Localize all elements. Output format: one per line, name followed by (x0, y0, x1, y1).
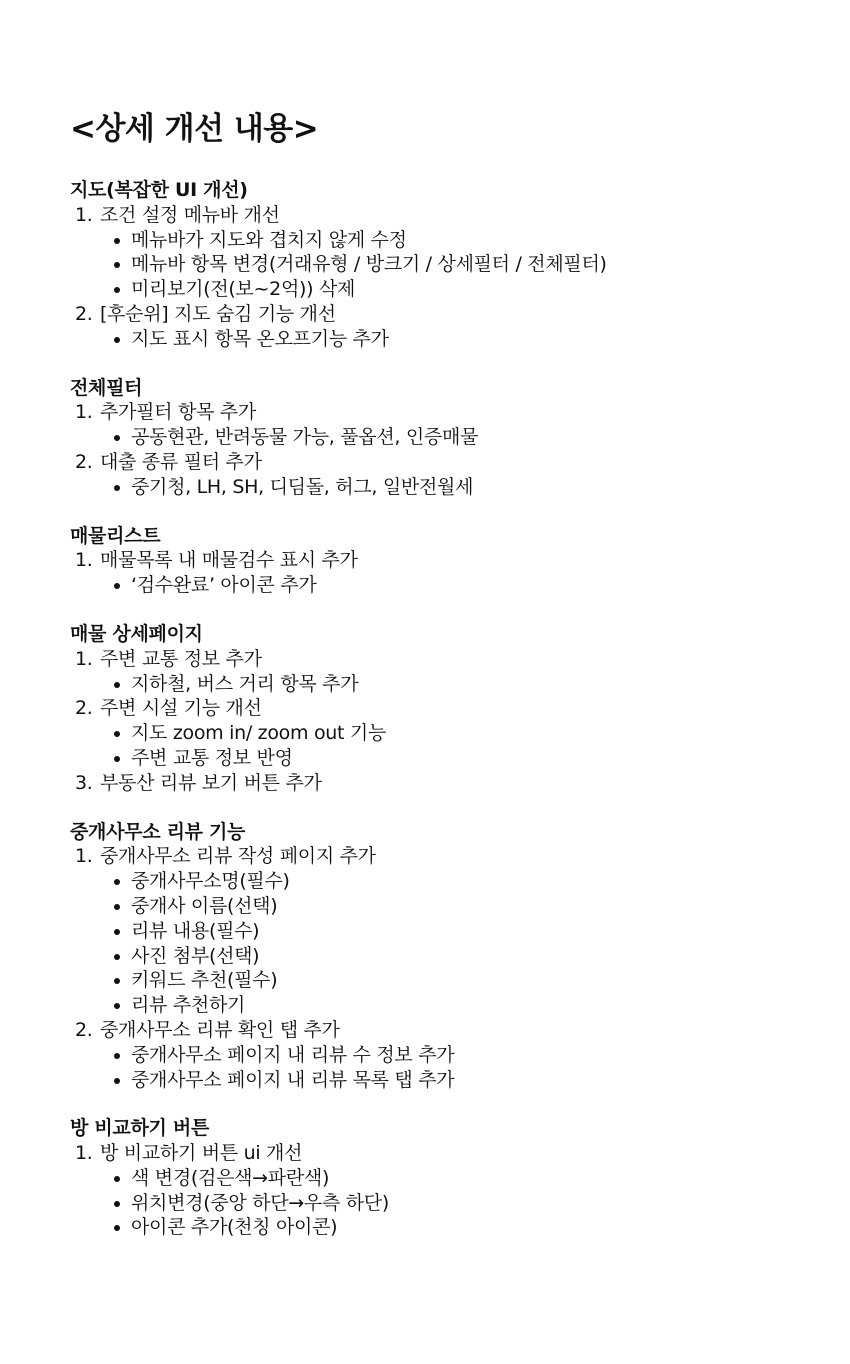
bullet-item: 미리보기(전(보~2억)) 삭제 (131, 277, 790, 302)
numbered-item-text: 조건 설정 메뉴바 개선 (100, 203, 280, 226)
bullet-list (100, 1166, 790, 1240)
section-heading: 매물 상세페이지 (70, 622, 203, 645)
section (70, 376, 790, 500)
numbered-item (100, 771, 790, 796)
numbered-item (100, 844, 790, 1018)
numbered-item-text: 매물목록 내 매물검수 표시 추가 (100, 549, 358, 572)
bullet-item: 주변 교통 정보 반영 (131, 746, 790, 771)
bullet-item: 색 변경(검은색→파란색) (131, 1166, 790, 1191)
numbered-item (100, 696, 790, 770)
numbered-item (100, 400, 790, 450)
bullet-list (100, 573, 790, 598)
bullet-list (100, 327, 790, 352)
numbered-item (100, 302, 790, 352)
bullet-item: 중개사 이름(선택) (131, 894, 790, 919)
numbered-item-text: 중개사무소 리뷰 확인 탭 추가 (100, 1018, 340, 1041)
section (70, 622, 790, 796)
bullet-list (100, 228, 790, 302)
section-heading: 중개사무소 리뷰 기능 (70, 820, 246, 843)
numbered-item-text: 추가필터 항목 추가 (100, 401, 256, 424)
numbered-item-text: 중개사무소 리뷰 작성 페이지 추가 (100, 845, 376, 868)
numbered-list (70, 203, 790, 352)
sections-container (70, 178, 790, 1240)
bullet-item: 공동현관, 반려동물 가능, 풀옵션, 인증매물 (131, 425, 790, 450)
section (70, 820, 790, 1093)
bullet-item: 중개사무소 페이지 내 리뷰 수 정보 추가 (131, 1043, 790, 1068)
numbered-list (70, 844, 790, 1092)
section (70, 524, 790, 598)
bullet-item: 위치변경(중앙 하단→우측 하단) (131, 1191, 790, 1216)
bullet-item: 리뷰 내용(필수) (131, 919, 790, 944)
numbered-item-text: 주변 교통 정보 추가 (100, 647, 262, 670)
section-heading: 전체필터 (70, 376, 143, 399)
bullet-item: 지도 zoom in/ zoom out 기능 (131, 721, 790, 746)
section-heading: 매물리스트 (70, 524, 161, 547)
numbered-list (70, 548, 790, 598)
bullet-list (100, 425, 790, 450)
numbered-list (70, 1141, 790, 1240)
numbered-item (100, 203, 790, 302)
bullet-list (100, 475, 790, 500)
numbered-item (100, 647, 790, 697)
bullet-list (100, 869, 790, 1018)
bullet-item: 지하철, 버스 거리 항목 추가 (131, 672, 790, 697)
section-heading: 지도(복잡한 UI 개선) (70, 179, 248, 201)
bullet-item: 중개사무소 페이지 내 리뷰 목록 탭 추가 (131, 1068, 790, 1093)
numbered-list (70, 647, 790, 796)
bullet-list (100, 672, 790, 697)
bullet-item: 리뷰 추천하기 (131, 993, 790, 1018)
bullet-item: 사진 첨부(선택) (131, 944, 790, 969)
bullet-list (100, 721, 790, 771)
bullet-item: 지도 표시 항목 온오프기능 추가 (131, 327, 790, 352)
section (70, 178, 790, 352)
section-heading: 방 비교하기 버튼 (70, 1117, 210, 1140)
numbered-item-text: 주변 시설 기능 개선 (100, 697, 262, 720)
numbered-item (100, 548, 790, 598)
numbered-item-text: 방 비교하기 버튼 ui 개선 (100, 1142, 303, 1165)
bullet-item: 키워드 추천(필수) (131, 968, 790, 993)
section (70, 1116, 790, 1240)
numbered-item-text: 대출 종류 필터 추가 (100, 450, 262, 473)
bullet-item: 중기청, LH, SH, 디딤돌, 허그, 일반전월세 (131, 475, 790, 500)
bullet-item: 아이콘 추가(천칭 아이콘) (131, 1215, 790, 1240)
numbered-item (100, 1018, 790, 1092)
numbered-item (100, 450, 790, 500)
bullet-item: ‘검수완료’ 아이콘 추가 (131, 573, 790, 598)
numbered-item-text: 부동산 리뷰 보기 버튼 추가 (100, 771, 322, 794)
document-title: <상세 개선 내용> (70, 111, 319, 147)
bullet-item: 메뉴바가 지도와 겹치지 않게 수정 (131, 228, 790, 253)
numbered-item-text: [후순위] 지도 숨김 기능 개선 (100, 302, 336, 325)
numbered-list (70, 400, 790, 499)
bullet-list (100, 1043, 790, 1093)
numbered-item (100, 1141, 790, 1240)
bullet-item: 메뉴바 항목 변경(거래유형 / 방크기 / 상세필터 / 전체필터) (131, 252, 790, 277)
bullet-item: 중개사무소명(필수) (131, 869, 790, 894)
